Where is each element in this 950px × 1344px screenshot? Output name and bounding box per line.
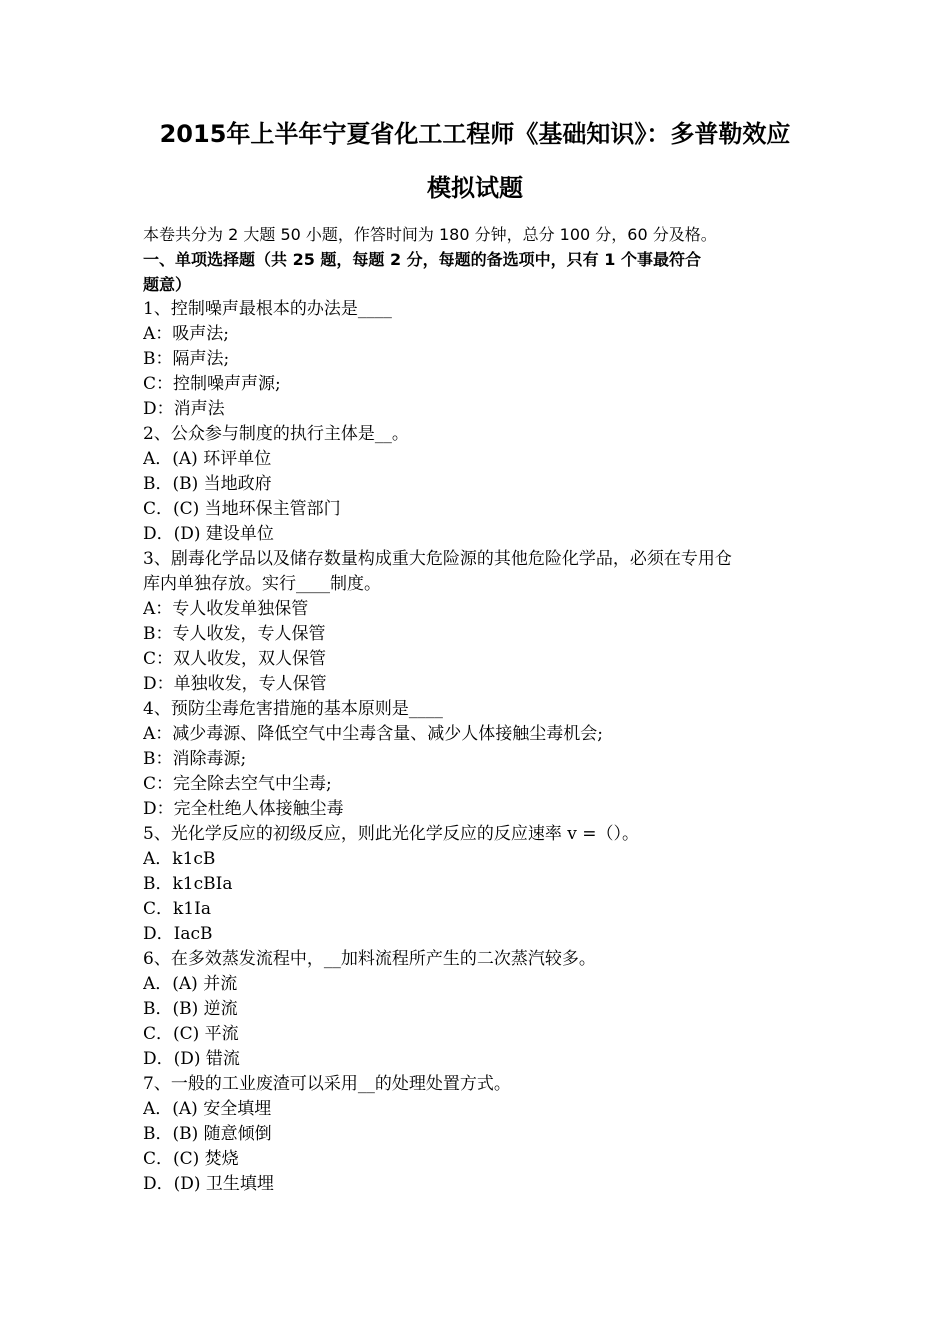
answer-option: C．(C) 平流	[143, 1024, 239, 1044]
answer-option: D：单独收发，专人保管	[143, 674, 327, 694]
question-text: 库内单独存放。实行____制度。	[143, 574, 381, 594]
question-block	[143, 297, 811, 422]
answer-option: B．(B) 当地政府	[143, 474, 272, 494]
question-block	[143, 547, 811, 697]
answer-option: B：隔声法;	[143, 349, 230, 369]
answer-option: B．(B) 随意倾倒	[143, 1124, 272, 1144]
answer-option: A．(A) 安全填埋	[143, 1099, 272, 1119]
answer-option: C：双人收发，双人保管	[143, 649, 327, 669]
question-block	[143, 822, 811, 947]
answer-option: A．(A) 并流	[143, 974, 238, 994]
answer-option: C：控制噪声声源;	[143, 374, 281, 394]
question-text: 7、一般的工业废渣可以采用__的处理处置方式。	[143, 1074, 511, 1094]
question-block	[143, 422, 811, 547]
question-block	[143, 947, 811, 1072]
answer-option: D：完全杜绝人体接触尘毒	[143, 799, 344, 819]
document-body	[143, 222, 811, 1197]
question-block	[143, 1072, 811, 1197]
section-heading-line2: 题意）	[143, 275, 192, 294]
answer-option: D．(D) 建设单位	[143, 524, 274, 544]
answer-option: D．IacB	[143, 924, 213, 944]
question-block	[143, 697, 811, 822]
question-text: 1、控制噪声最根本的办法是____	[143, 299, 392, 319]
document-title-line2: 模拟试题	[427, 174, 523, 202]
answer-option: A：专人收发单独保管	[143, 599, 309, 619]
answer-option: C．(C) 当地环保主管部门	[143, 499, 341, 519]
answer-option: C．(C) 焚烧	[143, 1149, 239, 1169]
question-text: 2、公众参与制度的执行主体是__。	[143, 424, 409, 444]
question-text: 3、剧毒化学品以及储存数量构成重大危险源的其他危险化学品，必须在专用仓	[143, 549, 732, 569]
question-text: 4、预防尘毒危害措施的基本原则是____	[143, 699, 443, 719]
answer-option: C：完全除去空气中尘毒;	[143, 774, 332, 794]
answer-option: A：吸声法;	[143, 324, 230, 344]
answer-option: B：专人收发，专人保管	[143, 624, 326, 644]
answer-option: B．(B) 逆流	[143, 999, 238, 1019]
question-text: 5、光化学反应的初级反应，则此光化学反应的反应速率 v =（）。	[143, 824, 639, 844]
answer-option: A．(A) 环评单位	[143, 449, 272, 469]
answer-option: A：减少毒源、降低空气中尘毒含量、减少人体接触尘毒机会;	[143, 724, 604, 744]
answer-option: B：消除毒源;	[143, 749, 247, 769]
answer-option: D．(D) 错流	[143, 1049, 240, 1069]
section-heading-line1: 一、单项选择题（共 25 题，每题 2 分，每题的备选项中，只有 1 个事最符合	[143, 250, 701, 269]
answer-option: C．k1Ia	[143, 899, 211, 919]
question-text: 6、在多效蒸发流程中，__加料流程所产生的二次蒸汽较多。	[143, 949, 596, 969]
answer-option: D．(D) 卫生填埋	[143, 1174, 274, 1194]
answer-option: B．k1cBIa	[143, 874, 233, 894]
answer-option: D：消声法	[143, 399, 225, 419]
answer-option: A．k1cB	[143, 849, 216, 869]
document-title-line1: 2015年上半年宁夏省化工工程师《基础知识》：多普勒效应	[159, 120, 791, 148]
exam-intro: 本卷共分为 2 大题 50 小题，作答时间为 180 分钟，总分 100 分，60 分及格。	[143, 225, 717, 244]
